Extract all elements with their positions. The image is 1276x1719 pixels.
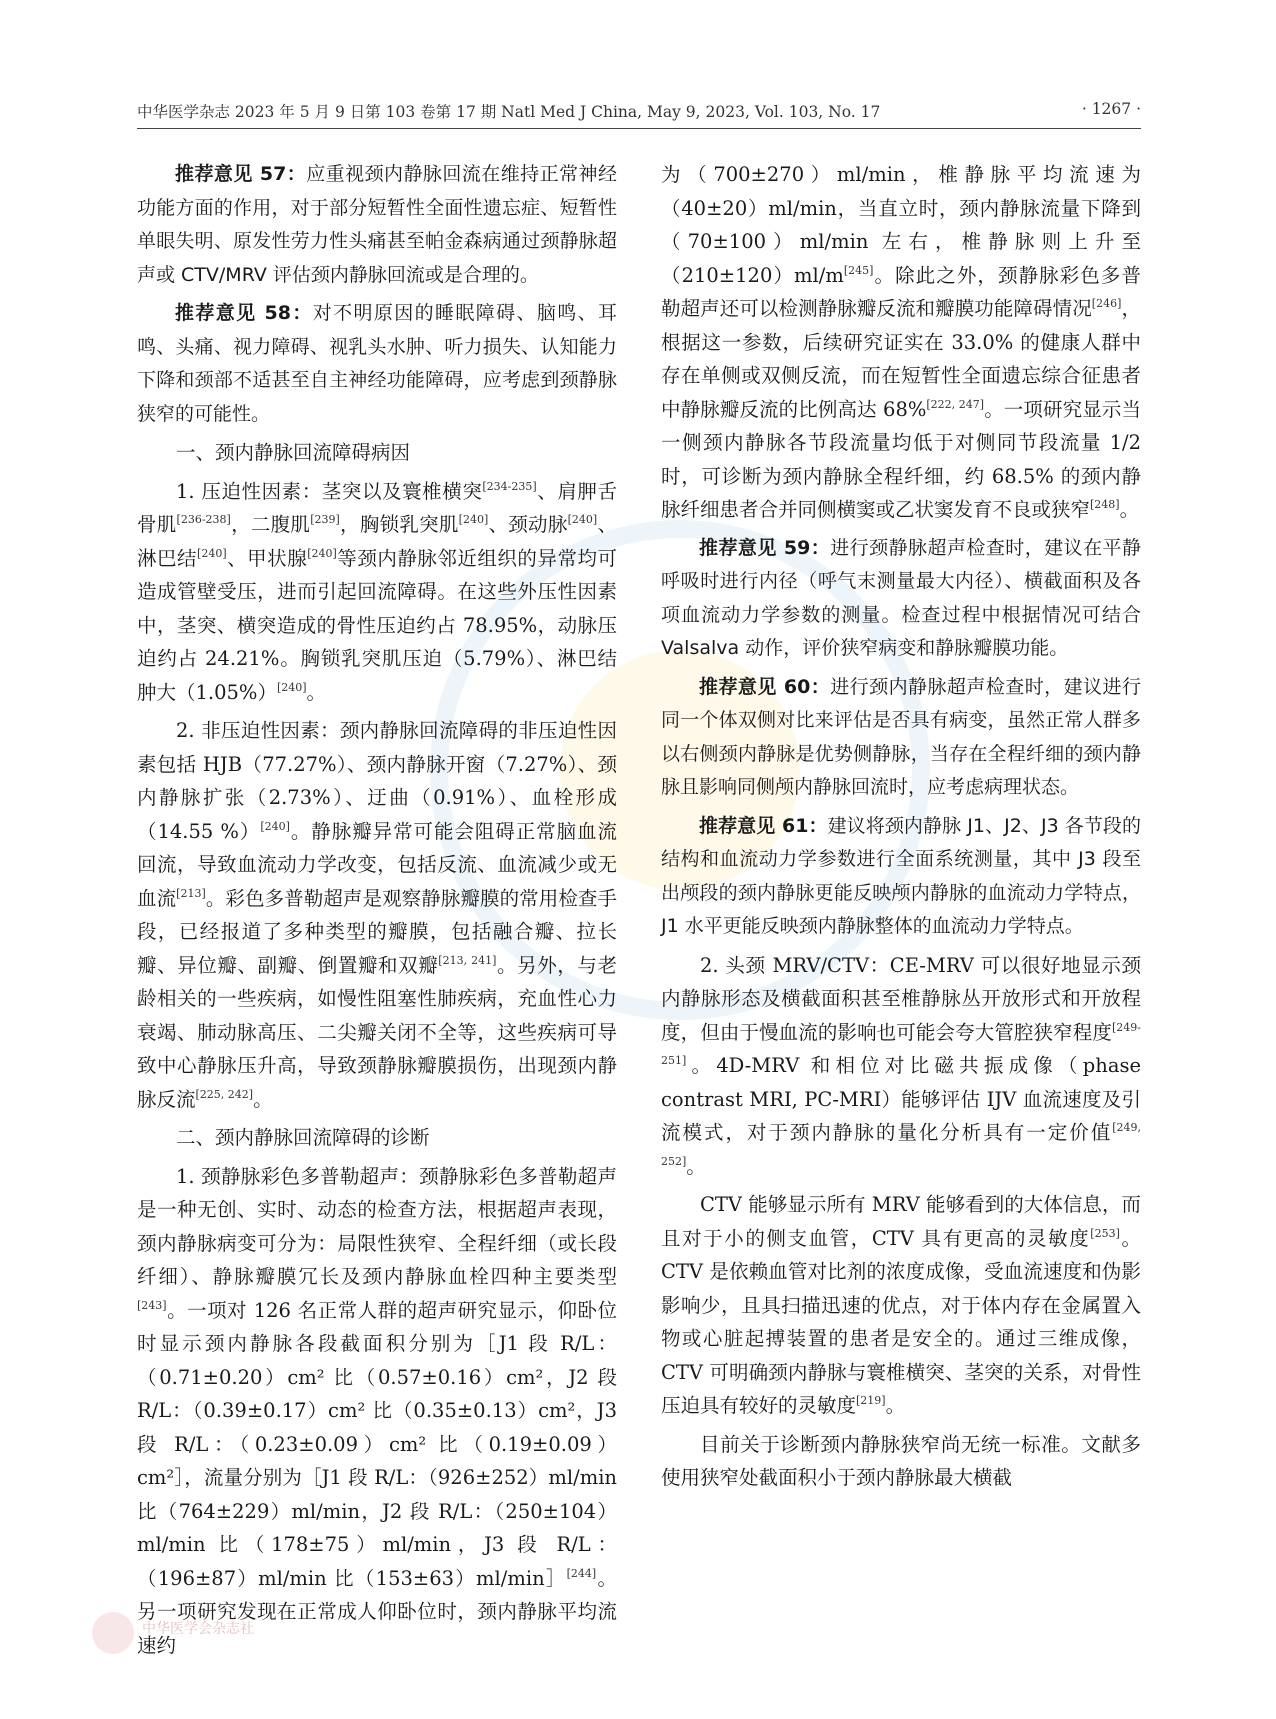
section-heading: 一、颈内静脉回流障碍病因 [176, 441, 411, 464]
recommendation-59: 推荐意见 59：进行颈静脉超声检查时，建议在平静呼吸时进行内径（呼气末测量最大内径）、横截面积及各项血流动力学参数的测量。检查过程中根据情况可结合 Valsalva 动作，评价狭窄病变和静脉瓣膜功能。 [661, 536, 1141, 659]
citation[interactable]: [236-238] [176, 513, 231, 526]
citation[interactable]: [222, 247] [926, 397, 985, 411]
citation[interactable]: [234-235] [482, 479, 537, 493]
header-rule [137, 128, 1141, 129]
left-column [137, 158, 617, 1667]
section-heading: 二、颈内静脉回流障碍的诊断 [176, 1126, 430, 1149]
citation[interactable]: [239] [310, 513, 340, 526]
paragraph-mrv-ctv: 2. 头颈 MRV/CTV：CE-MRV 可以很好地显示颈内静脉形态及横截面积甚至椎静脉丛开放形式和开放程度，但由于慢血流的影响也可能会夸大管腔狭窄程度[249-251]。4D-MRV 和相位对比磁共振成像（phase contrast MRI, PC-MRI）能够评估 IJV 血流速度及引流模式，对于颈内静脉的量化分析具有一定价值[249, 252]。 [661, 953, 1141, 1178]
citation[interactable]: [249-251] [661, 1020, 1141, 1067]
citation[interactable]: [213] [176, 886, 206, 900]
recommendation-61: 推荐意见 61：建议将颈内静脉 J1、J2、J3 各节段的结构和血流动力学参数进行全面系统测量，其中 J3 段至出颅段的颈内静脉更能反映颅内静脉的血流动力学特点，J1 水平更能反映颈内静脉整体的血流动力学特点。 [661, 814, 1142, 937]
recommendation-label: 推荐意见 60： [699, 675, 831, 698]
right-column [661, 158, 1141, 1500]
paragraph-ctv: CTV 能够显示所有 MRV 能够看到的大体信息，而且对于小的侧支血管，CTV 具有更高的灵敏度[253]。CTV 是依赖血管对比剂的浓度成像，受血流速度和伪影影响少，且具扫描迅速的优点，对于体内存在金属置入物或心脏起搏装置的患者是安全的。通过三维成像，CTV 可明确颈内静脉与寰椎横突、茎突的关系，对骨性压迫具有较好的灵敏度[219]。 [661, 1193, 1141, 1417]
paragraph-ultrasound-continued: 为（700±270）ml/min，椎静脉平均流速为（40±20）ml/min，当直立时，颈内静脉流量下降到（70±100）ml/min 左右，椎静脉则上升至（210±120）ml/m[245]。除此之外，颈静脉彩色多普勒超声还可以检测静脉瓣反流和瓣膜功能障碍情况[246]，根据这一参数，后续研究证实在 33.0% 的健康人群中存在单侧或双侧反流，而在短暂性全面遗忘综合征患者中静脉瓣反流的比例高达 68%[222, 247]。一项研究显示当一侧颈内静脉各节段流量均低于对侧同节段流量 1/2 时，可诊断为颈内静脉全程纤细，约 68.5% 的颈内静脉纤细患者合并同侧横窦或乙状窦发育不良或狭窄[248]。 [661, 163, 1141, 521]
paragraph-diagnostic-criteria: 目前关于诊断颈内静脉狭窄尚无统一标准。文献多使用狭窄处截面积小于颈内静脉最大横截 [661, 1432, 1141, 1489]
publisher-watermark-text: 中华医学会杂志社 [142, 1621, 254, 1637]
recommendation-label: 推荐意见 59： [699, 536, 831, 559]
citation[interactable]: [240] [567, 513, 598, 526]
recommendation-label: 推荐意见 61： [699, 814, 828, 837]
citation[interactable]: [244] [566, 1566, 597, 1580]
citation[interactable]: [219] [856, 1394, 886, 1407]
citation[interactable]: [248] [1090, 498, 1120, 511]
citation[interactable]: [243] [137, 1298, 167, 1312]
citation[interactable]: [240] [197, 546, 227, 560]
recommendation-60: 推荐意见 60：进行颈内静脉超声检查时，建议进行同一个体双侧对比来评估是否具有病变，虽然正常人群多以右侧颈内静脉是优势侧静脉，当存在全程纤细的颈内静脉且影响同侧颅内静脉回流时，应考虑病理状态。 [661, 675, 1141, 798]
page-number: · 1267 · [1081, 100, 1141, 118]
citation[interactable]: [240] [307, 546, 337, 560]
journal-citation: 中华医学杂志 2023 年 5 月 9 日第 103 卷第 17 期 Natl Med J China, May 9, 2023, Vol. 103, No. 17 [137, 103, 881, 121]
citation[interactable]: [240] [260, 819, 290, 833]
citation[interactable]: [245] [843, 263, 874, 277]
citation[interactable]: [246] [1091, 297, 1122, 310]
recommendation-57: 推荐意见 57：应重视颈内静脉回流在维持正常神经功能方面的作用，对于部分短暂性全面性遗忘症、短暂性单眼失明、原发性劳力性头痛甚至帕金森病通过颈静脉超声或 CTV/MRV 评估颈内静脉回流或是合理的。 [137, 163, 617, 286]
recommendation-label: 推荐意见 58： [175, 302, 313, 324]
citation[interactable]: [240] [276, 680, 307, 694]
citation[interactable]: [213, 241] [438, 953, 497, 967]
citation[interactable]: [253] [1090, 1226, 1120, 1240]
paragraph-ultrasound: 1. 颈静脉彩色多普勒超声：颈静脉彩色多普勒超声是一种无创、实时、动态的检查方法，根据超声表现，颈内静脉病变可分为：局限性狭窄、全程纤细（或长段纤细）、静脉瓣膜冗长及颈内静脉血栓四种主要类型[243]。一项对 126 名正常人群的超声研究显示，仰卧位时显示颈内静脉各段截面积分别为［J1 段 R/L：（0.71±0.20）cm² 比（0.57±0.16）cm²，J2 段 R/L：（0.39±0.17）cm² 比（0.35±0.13）cm²，J3 段 R/L：（0.23±0.09）cm² 比（0.19±0.09）cm²］，流量分别为［J1 段 R/L：（926±252）ml/min 比（764±229）ml/min，J2 段 R/L：（250±104）ml/min 比（178±75）ml/min，J3 段 R/L：（196±87）ml/min 比（153±63）ml/min］[244]。另一项研究发现在正常成人仰卧位时，颈内静脉平均流速约 [137, 1164, 617, 1657]
publisher-logo-icon [92, 1612, 134, 1654]
citation[interactable]: [240] [458, 513, 489, 526]
paragraph-compression: 1. 压迫性因素：茎突以及寰椎横突[234-235]、肩胛舌骨肌[236-238]，二腹肌[239]，胸锁乳突肌[240]、颈动脉[240]、淋巴结[240]、甲状腺[240]等颈内静脉邻近组织的异常均可造成管壁受压，进而引起回流障碍。在这些外压性因素中，茎突、横突造成的骨性压迫约占 78.95%，动脉压迫约占 24.21%。胸锁乳突肌压迫（5.79%）、淋巴结肿大（1.05%）[240]。 [137, 479, 617, 704]
citation[interactable]: [249, 252] [661, 1121, 1141, 1168]
recommendation-58: 推荐意见 58：对不明原因的睡眠障碍、脑鸣、耳鸣、头痛、视力障碍、视乳头水肿、听力损失、认知能力下降和颈部不适甚至自主神经功能障碍，应考虑到颈静脉狭窄的可能性。 [137, 302, 617, 425]
recommendation-label: 推荐意见 57： [175, 163, 307, 185]
paragraph-non-compression: 2. 非压迫性因素：颈内静脉回流障碍的非压迫性因素包括 HJB（77.27%）、颈内静脉开窗（7.27%）、颈内静脉扩张（2.73%）、迂曲（0.91%）、血栓形成（14.55 %）[240]。静脉瓣异常可能会阻碍正常脑血流回流，导致血流动力学改变，包括反流、血流减少或无血流[213]。彩色多普勒超声是观察静脉瓣膜的常用检查手段，已经报道了多种类型的瓣膜，包括融合瓣、拉长瓣、异位瓣、副瓣、倒置瓣和双瓣[213, 241]。另外，与老龄相关的一些疾病，如慢性阻塞性肺疾病，充血性心力衰竭、肺动脉高压、二尖瓣关闭不全等，这些疾病可导致中心静脉压升高，导致颈静脉瓣膜损伤，出现颈内静脉反流[225, 242]。 [137, 719, 617, 1111]
citation[interactable]: [225, 242] [195, 1087, 254, 1101]
